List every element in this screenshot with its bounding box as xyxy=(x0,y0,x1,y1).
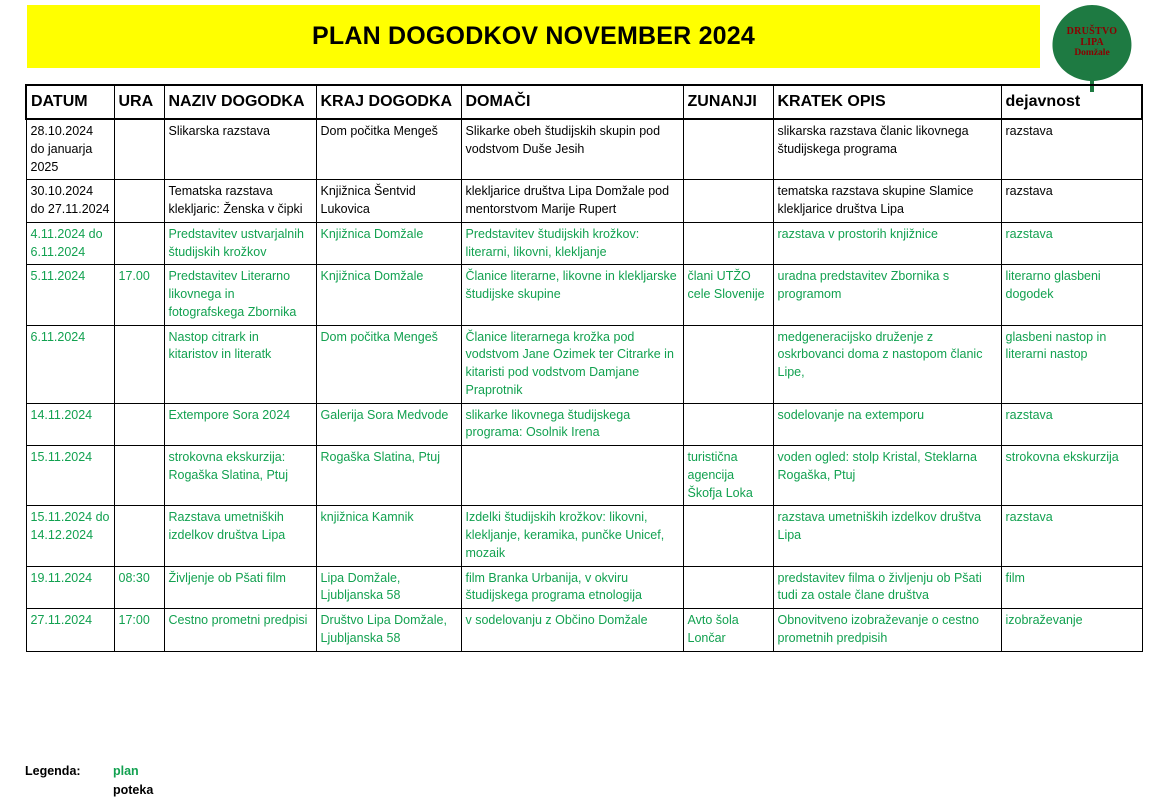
column-header-zunanji: ZUNANJI xyxy=(683,85,773,119)
title-banner xyxy=(27,5,1040,68)
cell-opis: medgeneracijsko druženje z oskrbovanci doma z nastopom članic Lipe, xyxy=(773,325,1001,403)
cell-dejavnost: izobraževanje xyxy=(1001,609,1142,652)
cell-opis: razstava umetniških izdelkov društva Lipa xyxy=(773,506,1001,566)
table-row xyxy=(26,566,1142,609)
column-header-opis: KRATEK OPIS xyxy=(773,85,1001,119)
cell-naziv: Nastop citrark in kitaristov in literatk xyxy=(164,325,316,403)
events-table-container xyxy=(25,84,1141,652)
table-row xyxy=(26,446,1142,506)
table-header-row xyxy=(26,85,1142,119)
cell-domaci: Slikarke obeh študijskih skupin pod vodstvom Duše Jesih xyxy=(461,119,683,180)
cell-zunanji xyxy=(683,180,773,223)
cell-domaci: klekljarice društva Lipa Domžale pod mentorstvom Marije Rupert xyxy=(461,180,683,223)
logo-line-2: LIPA xyxy=(1080,37,1104,49)
cell-opis: predstavitev filma o življenju ob Pšati tudi za ostale člane društva xyxy=(773,566,1001,609)
cell-zunanji xyxy=(683,325,773,403)
legend xyxy=(25,762,525,800)
cell-datum: 5.11.2024 xyxy=(26,265,114,325)
cell-kraj: Knjižnica Šentvid Lukovica xyxy=(316,180,461,223)
column-header-ura: URA xyxy=(114,85,164,119)
logo-line-1: DRUŠTVO xyxy=(1066,26,1118,37)
legend-label: Legenda: xyxy=(25,764,81,778)
cell-dejavnost: glasbeni nastop in literarni nastop xyxy=(1001,325,1142,403)
cell-dejavnost: razstava xyxy=(1001,222,1142,265)
cell-opis: razstava v prostorih knjižnice xyxy=(773,222,1001,265)
table-row xyxy=(26,403,1142,446)
cell-opis: sodelovanje na extemporu xyxy=(773,403,1001,446)
table-row xyxy=(26,222,1142,265)
cell-zunanji: člani UTŽO cele Slovenije xyxy=(683,265,773,325)
cell-kraj: Lipa Domžale, Ljubljanska 58 xyxy=(316,566,461,609)
cell-datum: 15.11.2024 do 14.12.2024 xyxy=(26,506,114,566)
column-header-domaci: DOMAČI xyxy=(461,85,683,119)
cell-datum: 28.10.2024 do januarja 2025 xyxy=(26,119,114,180)
cell-domaci: film Branka Urbanija, v okviru študijskega programa etnologija xyxy=(461,566,683,609)
cell-kraj: knjižnica Kamnik xyxy=(316,506,461,566)
column-header-naziv: NAZIV DOGODKA xyxy=(164,85,316,119)
column-header-kraj: KRAJ DOGODKA xyxy=(316,85,461,119)
cell-ura xyxy=(114,403,164,446)
table-row xyxy=(26,609,1142,652)
cell-kraj: Društvo Lipa Domžale, Ljubljanska 58 xyxy=(316,609,461,652)
cell-datum: 30.10.2024 do 27.11.2024 xyxy=(26,180,114,223)
cell-zunanji: Avto šola Lončar xyxy=(683,609,773,652)
cell-opis: slikarska razstava članic likovnega študijskega programa xyxy=(773,119,1001,180)
cell-zunanji xyxy=(683,403,773,446)
page-title: PLAN DOGODKOV NOVEMBER 2024 xyxy=(312,22,755,50)
cell-ura xyxy=(114,446,164,506)
cell-domaci: slikarke likovnega študijskega programa: Osolnik Irena xyxy=(461,403,683,446)
leaf-icon xyxy=(1042,2,1142,94)
cell-dejavnost: razstava xyxy=(1001,403,1142,446)
legend-value-poteka: poteka xyxy=(113,782,154,797)
cell-ura: 08:30 xyxy=(114,566,164,609)
drustvo-lipa-logo xyxy=(1042,2,1142,94)
cell-domaci: v sodelovanju z Občino Domžale xyxy=(461,609,683,652)
cell-naziv: Predstavitev ustvarjalnih študijskih krožkov xyxy=(164,222,316,265)
table-row xyxy=(26,265,1142,325)
cell-zunanji xyxy=(683,119,773,180)
cell-naziv: Življenje ob Pšati film xyxy=(164,566,316,609)
cell-dejavnost: razstava xyxy=(1001,506,1142,566)
cell-domaci: Članice literarne, likovne in klekljarske študijske skupine xyxy=(461,265,683,325)
events-plan-table xyxy=(25,84,1143,652)
table-row xyxy=(26,325,1142,403)
cell-ura xyxy=(114,506,164,566)
cell-ura: 17.00 xyxy=(114,265,164,325)
cell-zunanji xyxy=(683,222,773,265)
cell-dejavnost: literarno glasbeni dogodek xyxy=(1001,265,1142,325)
cell-opis: Obnovitveno izobraževanje o cestno prometnih predpisih xyxy=(773,609,1001,652)
cell-zunanji: turistična agencija Škofja Loka xyxy=(683,446,773,506)
legend-row-plan xyxy=(25,762,525,781)
cell-dejavnost: strokovna ekskurzija xyxy=(1001,446,1142,506)
cell-domaci: Članice literarnega krožka pod vodstvom Jane Ozimek ter Citrarke in kitaristi pod vodstvom Damjane Praprotnik xyxy=(461,325,683,403)
column-header-datum: DATUM xyxy=(26,85,114,119)
column-header-dejavnost: dejavnost xyxy=(1001,85,1142,119)
cell-kraj: Dom počitka Mengeš xyxy=(316,119,461,180)
cell-ura xyxy=(114,180,164,223)
cell-naziv: Extempore Sora 2024 xyxy=(164,403,316,446)
cell-ura xyxy=(114,325,164,403)
cell-dejavnost: film xyxy=(1001,566,1142,609)
table-body xyxy=(26,119,1142,651)
cell-datum: 14.11.2024 xyxy=(26,403,114,446)
cell-naziv: Razstava umetniških izdelkov društva Lipa xyxy=(164,506,316,566)
cell-naziv: Slikarska razstava xyxy=(164,119,316,180)
cell-kraj: Galerija Sora Medvode xyxy=(316,403,461,446)
legend-value-plan: plan xyxy=(113,764,139,778)
cell-domaci: Izdelki študijskih krožkov: likovni, klekljanje, keramika, punčke Unicef, mozaik xyxy=(461,506,683,566)
page-header xyxy=(0,0,1158,80)
cell-naziv: Predstavitev Literarno likovnega in fotografskega Zbornika xyxy=(164,265,316,325)
cell-dejavnost: razstava xyxy=(1001,119,1142,180)
legend-label-spacer xyxy=(25,781,113,800)
cell-ura xyxy=(114,119,164,180)
cell-datum: 4.11.2024 do 6.11.2024 xyxy=(26,222,114,265)
cell-naziv: Cestno prometni predpisi xyxy=(164,609,316,652)
cell-kraj: Knjižnica Domžale xyxy=(316,265,461,325)
cell-datum: 19.11.2024 xyxy=(26,566,114,609)
cell-domaci xyxy=(461,446,683,506)
table-row xyxy=(26,119,1142,180)
cell-opis: voden ogled: stolp Kristal, Steklarna Rogaška, Ptuj xyxy=(773,446,1001,506)
cell-domaci: Predstavitev študijskih krožkov: literarni, likovni, klekljanje xyxy=(461,222,683,265)
cell-zunanji xyxy=(683,506,773,566)
cell-ura xyxy=(114,222,164,265)
cell-kraj: Rogaška Slatina, Ptuj xyxy=(316,446,461,506)
cell-datum: 27.11.2024 xyxy=(26,609,114,652)
cell-kraj: Knjižnica Domžale xyxy=(316,222,461,265)
cell-kraj: Dom počitka Mengeš xyxy=(316,325,461,403)
cell-datum: 15.11.2024 xyxy=(26,446,114,506)
table-row xyxy=(26,180,1142,223)
cell-datum: 6.11.2024 xyxy=(26,325,114,403)
cell-ura: 17:00 xyxy=(114,609,164,652)
legend-row-poteka xyxy=(25,781,525,800)
cell-opis: tematska razstava skupine Slamice klekljarice društva Lipa xyxy=(773,180,1001,223)
table-row xyxy=(26,506,1142,566)
cell-zunanji xyxy=(683,566,773,609)
cell-naziv: Tematska razstava klekljaric: Ženska v čipki xyxy=(164,180,316,223)
logo-line-3: Domžale xyxy=(1074,48,1110,59)
cell-naziv: strokovna ekskurzija: Rogaška Slatina, Ptuj xyxy=(164,446,316,506)
cell-opis: uradna predstavitev Zbornika s programom xyxy=(773,265,1001,325)
cell-dejavnost: razstava xyxy=(1001,180,1142,223)
